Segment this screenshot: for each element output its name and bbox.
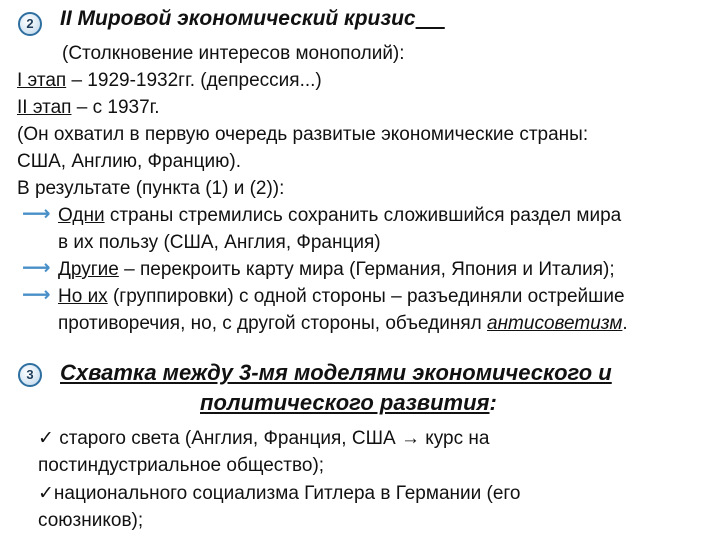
section-2-title: [60, 5, 445, 32]
bullet-1-continuation: в их пользу (США, Англия, Франция): [58, 232, 381, 253]
item-1-text-a: старого света (Англия, Франция, США: [53, 428, 401, 449]
arrow-right-icon: ⟶: [22, 257, 51, 279]
section-2-subtitle: (Столкновение интересов монополий):: [62, 43, 405, 64]
checkmark-icon: ✓: [38, 428, 54, 449]
bullet-3: [58, 283, 625, 310]
stage-1-label: I этап: [17, 70, 67, 91]
bullet-2: [58, 256, 615, 283]
result-intro: В результате (пункта (1) и (2)):: [17, 178, 285, 199]
section-2-badge: 2: [18, 12, 42, 36]
bullet-3-rest: (группировки) с одной стороны – разъединяли острейшие: [107, 286, 625, 307]
bullet-3-lead: Но их: [58, 286, 108, 307]
stage-2-label: II этап: [17, 97, 72, 118]
section-3-badge: 3: [18, 363, 42, 387]
item-2-text: национального социализма Гитлера в Германии (его: [53, 483, 521, 504]
checkmark-icon: ✓: [38, 483, 54, 504]
item-2: [38, 480, 520, 507]
arrow-right-icon: ⟶: [22, 284, 51, 306]
item-1: [38, 425, 489, 452]
bullet-3-cont-pre: противоречия, но, с другой стороны, объединял: [58, 313, 488, 334]
note-line-1: (Он охватил в первую очередь развитые экономические страны:: [17, 124, 589, 145]
stage-2: [17, 94, 160, 121]
bullet-1-lead: Одни: [58, 205, 105, 226]
item-2-line-2: союзников);: [38, 510, 144, 531]
section-3-title-line-1: Схватка между 3-мя моделями экономического и: [60, 360, 612, 385]
stage-2-text: – с 1937г.: [71, 97, 160, 118]
section-2-title-text: II Мировой экономический кризис: [60, 7, 416, 30]
stage-1-text: – 1929-1932гг. (депрессия...): [66, 70, 322, 91]
item-1-text-b: курс на: [419, 428, 490, 449]
title-underline: [416, 7, 445, 30]
bullet-3-continuation: [58, 310, 628, 337]
bullet-1: [58, 202, 621, 229]
bullet-3-cont-term: антисоветизм: [487, 313, 623, 334]
bullet-3-cont-post: .: [622, 313, 628, 334]
section-3-title-line-2: [200, 389, 497, 418]
section-3-title-colon: :: [489, 390, 497, 415]
bullet-2-lead: Другие: [58, 259, 119, 280]
bullet-2-rest: – перекроить карту мира (Германия, Япония и Италия);: [118, 259, 615, 280]
item-1-line-2: постиндустриальное общество);: [38, 455, 325, 476]
bullet-1-rest: страны стремились сохранить сложившийся раздел мира: [104, 205, 622, 226]
arrow-right-icon: →: [400, 428, 420, 449]
stage-1: [17, 67, 322, 94]
note-line-2: США, Англию, Францию).: [17, 151, 241, 172]
arrow-right-icon: ⟶: [22, 203, 51, 225]
section-3-title-line-2-text: политического развития: [200, 390, 490, 415]
